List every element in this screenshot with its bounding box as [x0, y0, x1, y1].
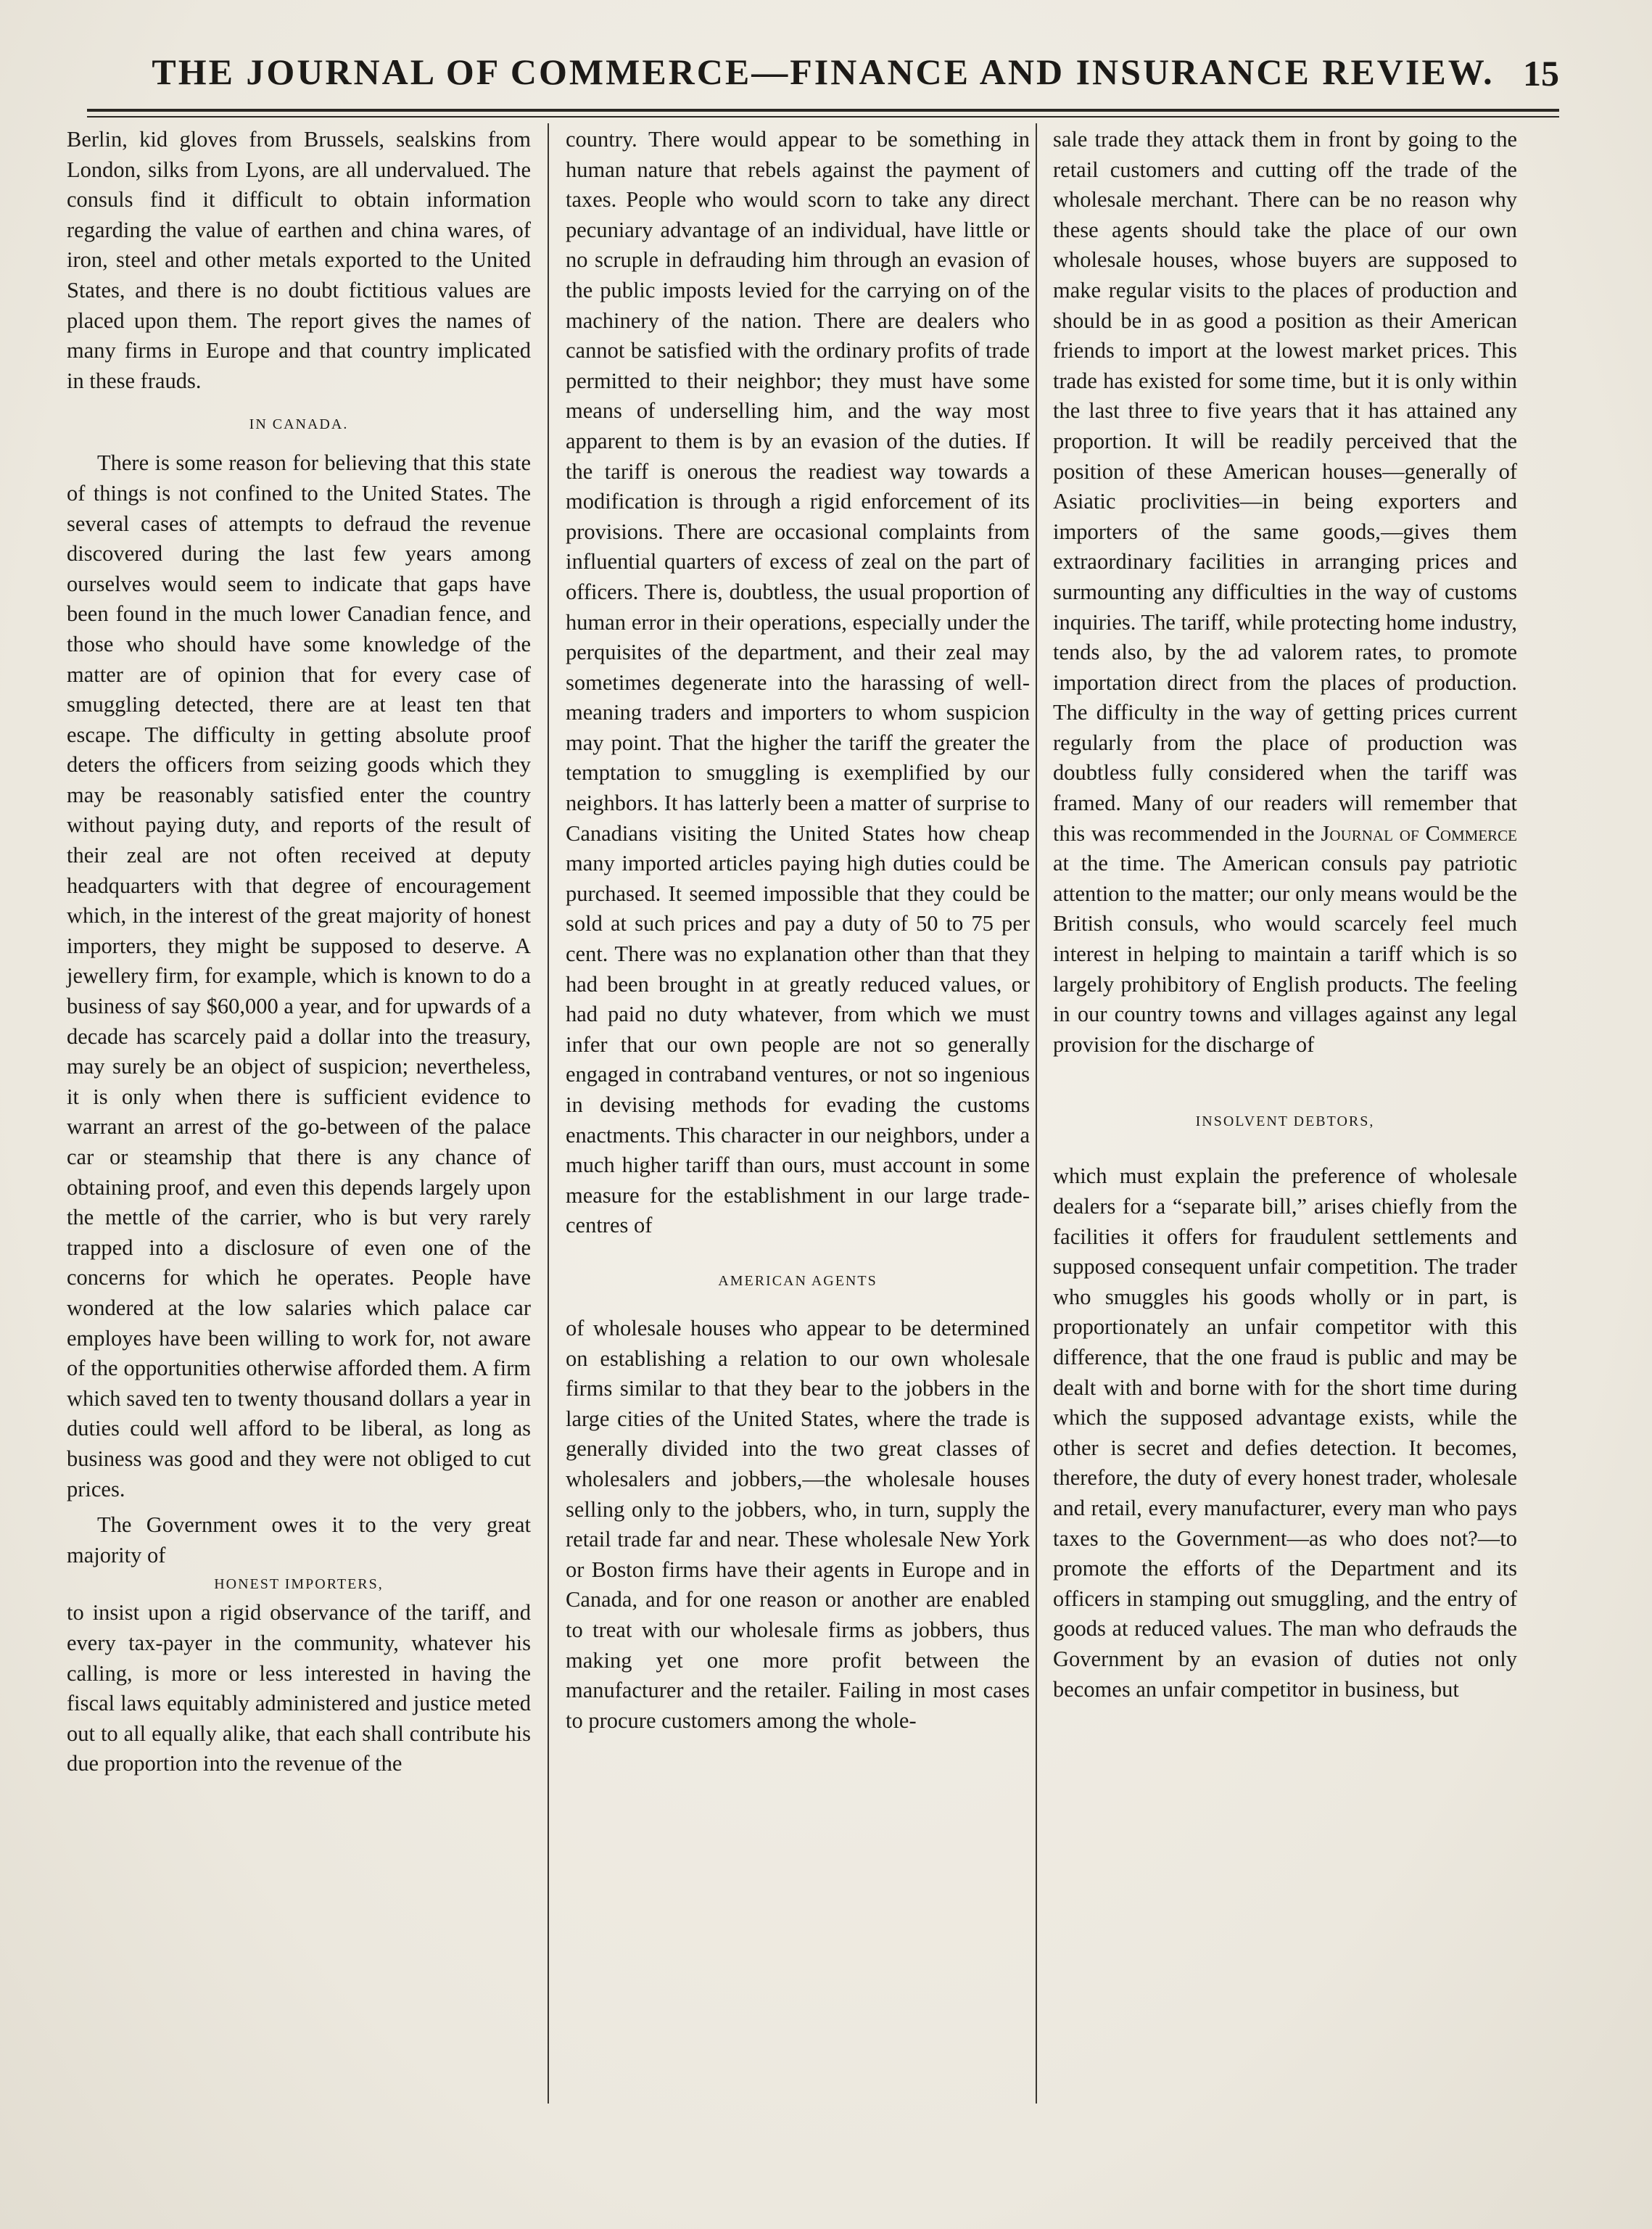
column-1	[67, 125, 531, 1779]
section-heading-american-agents: AMERICAN AGENTS	[718, 1272, 877, 1289]
header-rule-thin	[87, 116, 1559, 118]
running-title: THE JOURNAL OF COMMERCE—FINANCE AND INSURANCE REVIEW.	[152, 51, 1495, 92]
column-2	[566, 125, 1030, 1736]
paragraph: of wholesale houses who appear to be determined on establishing a relation to our own wholesale firms similar to that they bear to the jobbers in the large cities of the United States, where the trade is generally divided into the two great classes of wholesalers and jobbers,—the wholesale houses selling only to the jobbers, who, in turn, supply the retail trade far and near. These wholesale New York or Boston firms have their agents in Europe and in Canada, and for one reason or another are enabled to treat with our wholesale firms as jobbers, thus making yet one more profit between the manufacturer and the retailer. Failing in most cases to procure customers among the whole-	[566, 1315, 1030, 1733]
header-rule-thick	[87, 109, 1559, 112]
column-divider-2	[1036, 123, 1037, 2104]
paragraph: to insist upon a rigid observance of the tariff, and every tax-payer in the community, whatever his calling, is more or less interested in having the fiscal laws equitably administered and justice meted out to all equally alike, that each shall contribute his due proportion into the revenue of the	[67, 1600, 531, 1776]
section-heading-honest-importers: HONEST IMPORTERS,	[214, 1576, 384, 1593]
paragraph-text: at the time. The American consuls pay patriotic attention to the matter; our only means would be the British consuls, who would scarcely feel much interest in helping to maintain a tariff which is so largely prohibitory of English products. The feeling in our country towns and villages against any legal provision for the discharge of	[1053, 851, 1517, 1057]
paragraph-text: sale trade they attack them in front by going to the retail customers and cutting off the trade of the wholesale merchant. There can be no reason why these agents should take the place of our own wholesale houses, whose buyers are supposed to make regular visits to the places of production and should be in as good a position as their American friends to import at the lowest market prices. This trade has existed for some time, but it is only within the last three to five years that it has attained any proportion. It will be readily perceived that the position of these American houses—generally of Asiatic proclivities—in being exporters and importers of the same goods,—gives them extraordinary facilities in arranging prices and surmounting any difficulties in the way of customs inquiries. The tariff, while protecting home industry, tends also, by the ad valorem rates, to promote importation direct from the places of production. The difficulty in the way of getting prices current regularly from the place of production was doubtless fully considered when the tariff was framed. Many of our readers will remember that this was recommended in the	[1053, 127, 1517, 846]
page-header	[87, 44, 1559, 109]
section-heading-in-canada: IN CANADA.	[249, 416, 349, 433]
journal-name: Journal of Commerce	[1321, 820, 1517, 846]
page-number: 15	[1523, 53, 1559, 94]
paragraph: There is some reason for believing that this state of things is not confined to the United States. The several cases of attempts to defraud the revenue discovered during the last few years among ourselves would seem to indicate that gaps have been found in the much lower Canadian fence, and those who should have some knowledge of the matter are of opinion that for every case of smuggling detected, there are at least ten that escape. The difficulty in getting absolute proof deters the officers from seizing goods which they may be reasonably satisfied enter the country without paying duty, and reports of the result of their zeal are not often received at deputy headquarters with that degree of encouragement which, in the interest of the great majority of honest importers, they might be supposed to deserve. A jewellery firm, for example, which is known to do a business of say $60,000 a year, and for upwards of a decade has scarcely paid a dollar into the treasury, may surely be an object of suspicion; nevertheless, it is only when there is sufficient evidence to warrant an arrest of the go-between of the palace car or steamship that there is any chance of obtaining proof, and even this depends largely upon the mettle of the carrier, who is but very rarely trapped into a disclosure of even one of the concerns for which he operates. People have wondered at the low salaries which palace car employes have been willing to work for, not aware of the opportunities otherwise afforded them. A firm which saved ten to twenty thousand dollars a year in duties could well afford to be liberal, as long as business was good and they were not obliged to cut prices.	[67, 450, 531, 1501]
paragraph: which must explain the preference of wholesale dealers for a “separate bill,” arises chiefly from the facilities it offers for fraudulent settlements and supposed consequent unfair competition. The trader who smuggles his goods wholly or in part, is proportionately an unfair competitor with this difference, that the one fraud is public and may be dealt with and borne with for the short time during which the supposed advantage exists, while the other is secret and defies detection. It becomes, therefore, the duty of every honest trader, wholesale and retail, every manufacturer, every man who pays taxes to the Government—as who does not?—to promote the efforts of the Department and its officers in stamping out smuggling, and the entry of goods at reduced values. The man who defrauds the Government by an evasion of duties not only becomes an unfair competitor in business, but	[1053, 1163, 1517, 1702]
column-divider-1	[548, 123, 549, 2104]
column-3	[1053, 125, 1517, 1705]
section-heading-insolvent-debtors: INSOLVENT DEBTORS,	[1195, 1113, 1375, 1130]
paragraph: Berlin, kid gloves from Brussels, sealskins from London, silks from Lyons, are all undervalued. The consuls find it difficult to obtain information regarding the value of earthen and china wares, of iron, steel and other metals exported to the United States, and there is no doubt fictitious values are placed upon them. The report gives the names of many firms in Europe and that country implicated in these frauds.	[67, 127, 531, 393]
paragraph	[1053, 125, 1517, 1060]
paragraph: country. There would appear to be something in human nature that rebels against the payment of taxes. People who would scorn to take any direct pecuniary advantage of an individual, have little or no scruple in defrauding him through an evasion of the public imposts levied for the carrying on of the machinery of the nation. There are dealers who cannot be satisfied with the ordinary profits of trade permitted to their neighbor; they must have some means of underselling him, and the way most apparent to them is by an evasion of the duties. If the tariff is onerous the readiest way towards a modification is through a rigid enforcement of its provisions. There are occasional complaints from influential quarters of excess of zeal on the part of officers. There is, doubtless, the usual proportion of human error in their operations, especially under the perquisites of the department, and their zeal may sometimes degenerate into the harassing of well-meaning traders and importers to whom suspicion may point. That the higher the tariff the greater the temptation to smuggling is exemplified by our neighbors. It has latterly been a matter of surprise to Canadians visiting the United States how cheap many imported articles paying high duties could be purchased. It seemed impossible that they could be sold at such prices and pay a duty of 50 to 75 per cent. There was no explanation other than that they had been brought in at greatly reduced values, or had paid no duty whatever, from which we must infer that our own people are not so generally engaged in contraband ventures, or not so ingenious in devising methods for evading the customs enactments. This character in our neighbors, under a much higher tariff than ours, must account in some measure for the establishment in our large trade-centres of	[566, 127, 1030, 1238]
paragraph: The Government owes it to the very great majority of	[67, 1512, 531, 1567]
